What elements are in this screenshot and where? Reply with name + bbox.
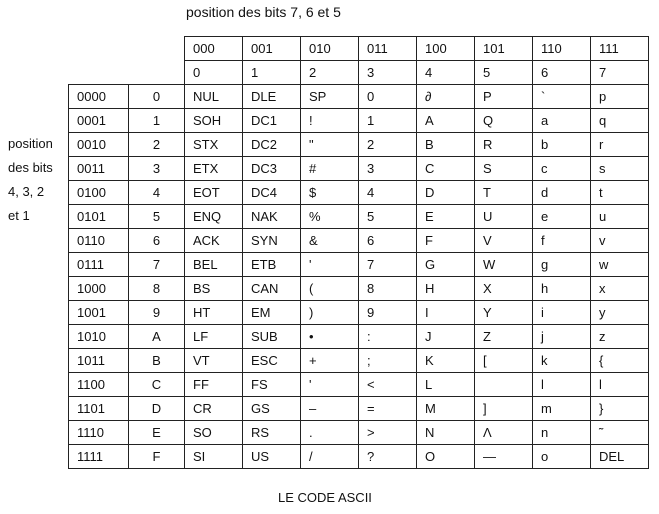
- ascii-char-cell: NUL: [185, 85, 243, 109]
- ascii-char-cell: BEL: [185, 253, 243, 277]
- ascii-char-cell: +: [301, 349, 359, 373]
- ascii-char-cell: ': [301, 253, 359, 277]
- header-bits-cell: 000: [185, 37, 243, 61]
- ascii-char-cell: DC4: [243, 181, 301, 205]
- ascii-char-cell: VT: [185, 349, 243, 373]
- ascii-char-cell: –: [301, 397, 359, 421]
- hex-digit-cell: 1: [129, 109, 185, 133]
- ascii-char-cell: c: [533, 157, 591, 181]
- ascii-char-cell: LF: [185, 325, 243, 349]
- low-bits-cell: 0101: [69, 205, 129, 229]
- ascii-char-cell: w: [591, 253, 649, 277]
- low-bits-cell: 1001: [69, 301, 129, 325]
- low-bits-cell: 1101: [69, 397, 129, 421]
- ascii-char-cell: 8: [359, 277, 417, 301]
- ascii-char-cell: /: [301, 445, 359, 469]
- header-digit-cell: 2: [301, 61, 359, 85]
- ascii-char-cell: DEL: [591, 445, 649, 469]
- ascii-char-cell: e: [533, 205, 591, 229]
- ascii-char-cell: G: [417, 253, 475, 277]
- ascii-char-cell: {: [591, 349, 649, 373]
- ascii-char-cell: S: [475, 157, 533, 181]
- ascii-char-cell: m: [533, 397, 591, 421]
- low-bits-cell: 1110: [69, 421, 129, 445]
- header-digit-cell: 4: [417, 61, 475, 85]
- ascii-char-cell: :: [359, 325, 417, 349]
- ascii-char-cell: V: [475, 229, 533, 253]
- ascii-char-cell: F: [417, 229, 475, 253]
- ascii-char-cell: 0: [359, 85, 417, 109]
- ascii-char-cell: O: [417, 445, 475, 469]
- ascii-char-cell: ETB: [243, 253, 301, 277]
- ascii-char-cell: U: [475, 205, 533, 229]
- hex-digit-cell: 8: [129, 277, 185, 301]
- header-bits-cell: 111: [591, 37, 649, 61]
- side-caption: [8, 132, 53, 228]
- header-bits-row: [185, 37, 649, 61]
- side-caption-line: position: [8, 136, 53, 151]
- ascii-char-cell: B: [417, 133, 475, 157]
- ascii-char-cell: 1: [359, 109, 417, 133]
- low-bits-cell: 0011: [69, 157, 129, 181]
- ascii-char-cell: N: [417, 421, 475, 445]
- ascii-char-cell: ]: [475, 397, 533, 421]
- ascii-char-cell: 5: [359, 205, 417, 229]
- ascii-char-cell: [475, 373, 533, 397]
- ascii-char-cell: K: [417, 349, 475, 373]
- ascii-char-cell: y: [591, 301, 649, 325]
- ascii-char-cell: BS: [185, 277, 243, 301]
- ascii-char-cell: v: [591, 229, 649, 253]
- low-bits-cell: 0100: [69, 181, 129, 205]
- ascii-char-cell: &: [301, 229, 359, 253]
- side-caption-line: et 1: [8, 208, 30, 223]
- ascii-char-cell: a: [533, 109, 591, 133]
- ascii-char-cell: q: [591, 109, 649, 133]
- ascii-char-cell: [: [475, 349, 533, 373]
- table-row: [69, 349, 649, 373]
- table-row: [69, 421, 649, 445]
- ascii-char-cell: EM: [243, 301, 301, 325]
- header-digit-cell: 6: [533, 61, 591, 85]
- ascii-table: [68, 84, 649, 469]
- ascii-char-cell: SOH: [185, 109, 243, 133]
- top-caption: position des bits 7, 6 et 5: [186, 4, 341, 20]
- table-row: [69, 253, 649, 277]
- ascii-char-cell: %: [301, 205, 359, 229]
- ascii-char-cell: d: [533, 181, 591, 205]
- ascii-char-cell: EOT: [185, 181, 243, 205]
- ascii-char-cell: 4: [359, 181, 417, 205]
- ascii-char-cell: STX: [185, 133, 243, 157]
- low-bits-cell: 0110: [69, 229, 129, 253]
- header-digit-cell: 7: [591, 61, 649, 85]
- hex-digit-cell: 9: [129, 301, 185, 325]
- ascii-char-cell: GS: [243, 397, 301, 421]
- low-bits-cell: 1010: [69, 325, 129, 349]
- header-bits-cell: 110: [533, 37, 591, 61]
- ascii-char-cell: 7: [359, 253, 417, 277]
- table-row: [69, 85, 649, 109]
- ascii-char-cell: X: [475, 277, 533, 301]
- ascii-char-cell: •: [301, 325, 359, 349]
- ascii-char-cell: US: [243, 445, 301, 469]
- ascii-char-cell: ACK: [185, 229, 243, 253]
- table-row: [69, 181, 649, 205]
- header-table: [184, 36, 649, 85]
- table-row: [69, 229, 649, 253]
- table-row: [69, 397, 649, 421]
- hex-digit-cell: C: [129, 373, 185, 397]
- ascii-char-cell: SP: [301, 85, 359, 109]
- ascii-char-cell: t: [591, 181, 649, 205]
- ascii-char-cell: W: [475, 253, 533, 277]
- ascii-char-cell: 9: [359, 301, 417, 325]
- table-row: [69, 205, 649, 229]
- hex-digit-cell: A: [129, 325, 185, 349]
- ascii-char-cell: T: [475, 181, 533, 205]
- ascii-char-cell: RS: [243, 421, 301, 445]
- ascii-char-cell: l: [533, 373, 591, 397]
- table-row: [69, 133, 649, 157]
- ascii-char-cell: ?: [359, 445, 417, 469]
- ascii-char-cell: SUB: [243, 325, 301, 349]
- low-bits-cell: 1000: [69, 277, 129, 301]
- ascii-char-cell: ENQ: [185, 205, 243, 229]
- ascii-char-cell: ": [301, 133, 359, 157]
- ascii-char-cell: i: [533, 301, 591, 325]
- table-row: [69, 445, 649, 469]
- ascii-char-cell: $: [301, 181, 359, 205]
- hex-digit-cell: 6: [129, 229, 185, 253]
- ascii-char-cell: H: [417, 277, 475, 301]
- ascii-char-cell: x: [591, 277, 649, 301]
- hex-digit-cell: 0: [129, 85, 185, 109]
- low-bits-cell: 1011: [69, 349, 129, 373]
- ascii-char-cell: f: [533, 229, 591, 253]
- ascii-char-cell: I: [417, 301, 475, 325]
- ascii-char-cell: h: [533, 277, 591, 301]
- ascii-char-cell: 2: [359, 133, 417, 157]
- hex-digit-cell: 7: [129, 253, 185, 277]
- ascii-char-cell: ;: [359, 349, 417, 373]
- hex-digit-cell: 5: [129, 205, 185, 229]
- hex-digit-cell: D: [129, 397, 185, 421]
- ascii-char-cell: Q: [475, 109, 533, 133]
- ascii-char-cell: ': [301, 373, 359, 397]
- ascii-char-cell: >: [359, 421, 417, 445]
- table-row: [69, 109, 649, 133]
- ascii-char-cell: NAK: [243, 205, 301, 229]
- ascii-char-cell: J: [417, 325, 475, 349]
- ascii-char-cell: ˜: [591, 421, 649, 445]
- ascii-char-cell: g: [533, 253, 591, 277]
- ascii-char-cell: 6: [359, 229, 417, 253]
- ascii-char-cell: DC1: [243, 109, 301, 133]
- ascii-char-cell: `: [533, 85, 591, 109]
- ascii-char-cell: u: [591, 205, 649, 229]
- table-row: [69, 157, 649, 181]
- ascii-char-cell: k: [533, 349, 591, 373]
- ascii-char-cell: M: [417, 397, 475, 421]
- ascii-char-cell: z: [591, 325, 649, 349]
- ascii-char-cell: (: [301, 277, 359, 301]
- ascii-char-cell: DC3: [243, 157, 301, 181]
- header-digit-cell: 5: [475, 61, 533, 85]
- header-bits-cell: 011: [359, 37, 417, 61]
- ascii-char-cell: n: [533, 421, 591, 445]
- ascii-char-cell: s: [591, 157, 649, 181]
- ascii-char-cell: SYN: [243, 229, 301, 253]
- hex-digit-cell: B: [129, 349, 185, 373]
- header-digit-cell: 1: [243, 61, 301, 85]
- low-bits-cell: 0001: [69, 109, 129, 133]
- ascii-char-cell: FF: [185, 373, 243, 397]
- hex-digit-cell: F: [129, 445, 185, 469]
- ascii-char-cell: Y: [475, 301, 533, 325]
- ascii-char-cell: DLE: [243, 85, 301, 109]
- ascii-char-cell: o: [533, 445, 591, 469]
- ascii-char-cell: ETX: [185, 157, 243, 181]
- ascii-char-cell: FS: [243, 373, 301, 397]
- ascii-char-cell: —: [475, 445, 533, 469]
- header-digit-cell: 0: [185, 61, 243, 85]
- ascii-char-cell: D: [417, 181, 475, 205]
- ascii-char-cell: }: [591, 397, 649, 421]
- header-bits-cell: 010: [301, 37, 359, 61]
- ascii-char-cell: !: [301, 109, 359, 133]
- ascii-char-cell: ESC: [243, 349, 301, 373]
- low-bits-cell: 1111: [69, 445, 129, 469]
- ascii-char-cell: ): [301, 301, 359, 325]
- header-bits-cell: 101: [475, 37, 533, 61]
- ascii-char-cell: C: [417, 157, 475, 181]
- table-row: [69, 301, 649, 325]
- ascii-char-cell: #: [301, 157, 359, 181]
- ascii-char-cell: DC2: [243, 133, 301, 157]
- hex-digit-cell: 4: [129, 181, 185, 205]
- table-row: [69, 277, 649, 301]
- ascii-char-cell: r: [591, 133, 649, 157]
- bottom-caption: LE CODE ASCII: [278, 490, 372, 505]
- ascii-char-cell: j: [533, 325, 591, 349]
- ascii-char-cell: ∂: [417, 85, 475, 109]
- ascii-char-cell: Z: [475, 325, 533, 349]
- ascii-char-cell: 3: [359, 157, 417, 181]
- ascii-char-cell: R: [475, 133, 533, 157]
- hex-digit-cell: E: [129, 421, 185, 445]
- ascii-char-cell: <: [359, 373, 417, 397]
- low-bits-cell: 0000: [69, 85, 129, 109]
- table-row: [69, 373, 649, 397]
- ascii-char-cell: l: [591, 373, 649, 397]
- ascii-char-cell: P: [475, 85, 533, 109]
- ascii-char-cell: p: [591, 85, 649, 109]
- ascii-char-cell: =: [359, 397, 417, 421]
- ascii-char-cell: HT: [185, 301, 243, 325]
- hex-digit-cell: 2: [129, 133, 185, 157]
- header-digits-row: [185, 61, 649, 85]
- ascii-char-cell: CAN: [243, 277, 301, 301]
- ascii-char-cell: Λ: [475, 421, 533, 445]
- low-bits-cell: 0010: [69, 133, 129, 157]
- side-caption-line: 4, 3, 2: [8, 184, 45, 199]
- ascii-char-cell: L: [417, 373, 475, 397]
- ascii-char-cell: CR: [185, 397, 243, 421]
- ascii-char-cell: SO: [185, 421, 243, 445]
- ascii-char-cell: E: [417, 205, 475, 229]
- ascii-char-cell: b: [533, 133, 591, 157]
- ascii-char-cell: .: [301, 421, 359, 445]
- ascii-char-cell: SI: [185, 445, 243, 469]
- header-digit-cell: 3: [359, 61, 417, 85]
- side-caption-line: des bits: [8, 160, 53, 175]
- hex-digit-cell: 3: [129, 157, 185, 181]
- header-bits-cell: 001: [243, 37, 301, 61]
- header-bits-cell: 100: [417, 37, 475, 61]
- low-bits-cell: 0111: [69, 253, 129, 277]
- ascii-char-cell: A: [417, 109, 475, 133]
- table-row: [69, 325, 649, 349]
- low-bits-cell: 1100: [69, 373, 129, 397]
